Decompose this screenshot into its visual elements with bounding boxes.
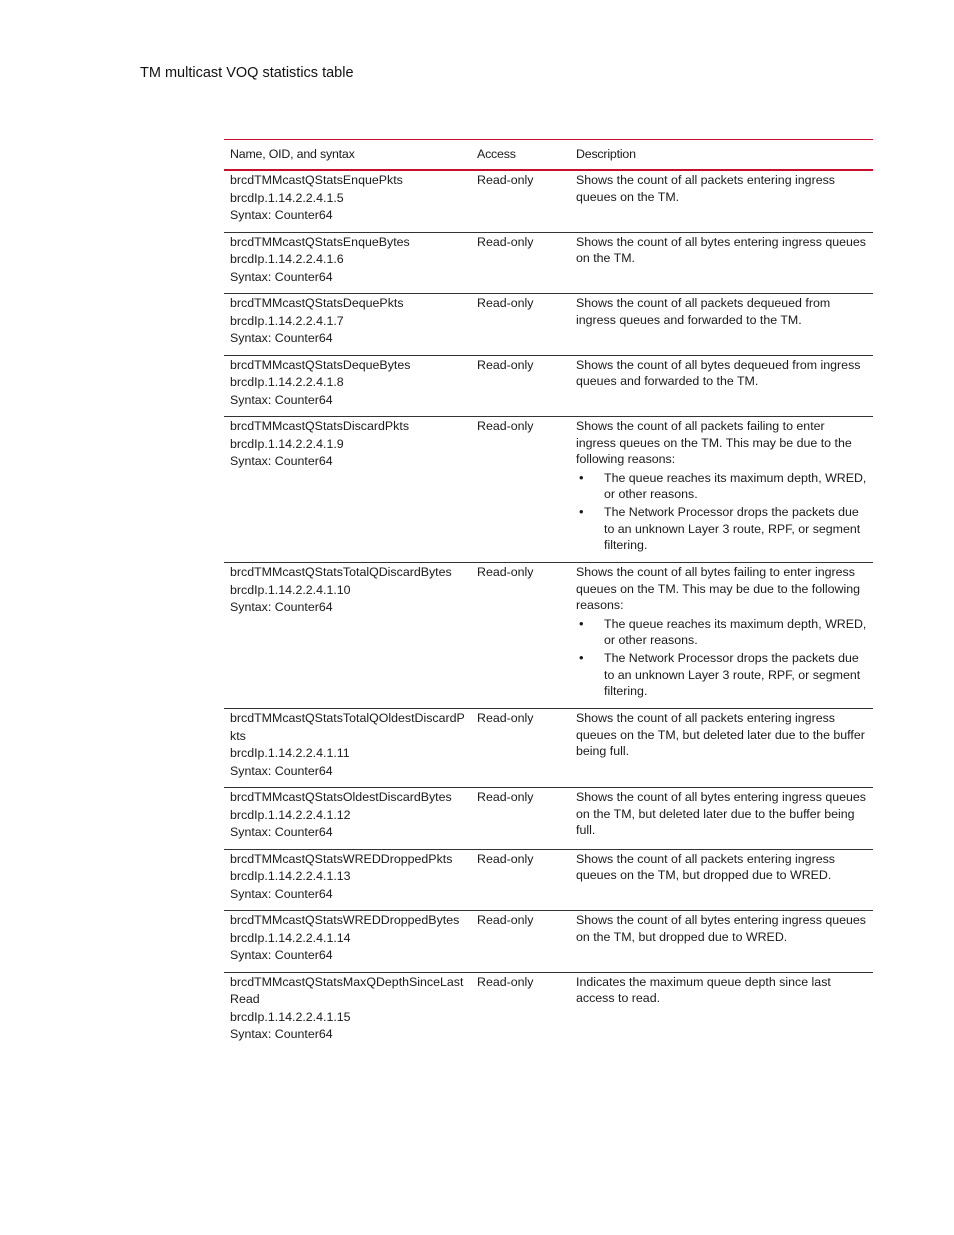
reason-list-item [576, 650, 867, 700]
object-oid: brcdIp.1.14.2.2.4.1.15 [230, 1009, 351, 1024]
bullet-icon: • [579, 615, 584, 631]
description-text: Shows the count of all packets entering ingress queues on the TM, but deleted later due to the buffer being full. [576, 711, 865, 758]
access-cell: Read-only [471, 563, 570, 709]
access-cell: Read-only [471, 355, 570, 417]
table-header-row [224, 140, 873, 171]
access-cell: Read-only [471, 911, 570, 973]
description-cell [570, 709, 873, 788]
object-syntax: Syntax: Counter64 [230, 454, 333, 468]
reason-text: The queue reaches its maximum depth, WRED, or other reasons. [604, 616, 867, 647]
reason-list-item [576, 504, 867, 554]
mib-objects-table [224, 139, 873, 1051]
table-row [224, 911, 873, 973]
object-syntax: Syntax: Counter64 [230, 208, 333, 222]
object-name-cell [224, 294, 471, 356]
object-oid: brcdIp.1.14.2.2.4.1.10 [230, 582, 351, 597]
description-cell [570, 355, 873, 417]
description-text: Shows the count of all bytes entering ingress queues on the TM. [576, 234, 866, 265]
table-row [224, 849, 873, 911]
reason-list-item [576, 616, 867, 649]
object-syntax: Syntax: Counter64 [230, 331, 333, 345]
page-header: TM multicast VOQ statistics table [140, 65, 354, 81]
description-cell [570, 170, 873, 232]
description-cell [570, 849, 873, 911]
description-cell [570, 911, 873, 973]
table-body [224, 170, 873, 1051]
object-name-cell [224, 563, 471, 709]
object-oid: brcdIp.1.14.2.2.4.1.13 [230, 869, 351, 883]
description-text: Shows the count of all packets entering ingress queues on the TM. [576, 173, 835, 204]
object-name-cell [224, 788, 471, 850]
description-cell [570, 294, 873, 356]
description-cell [570, 563, 873, 709]
object-oid: brcdIp.1.14.2.2.4.1.6 [230, 252, 344, 266]
description-text: Shows the count of all packets failing to enter ingress queues on the TM. This may be due to the following reasons: [576, 419, 852, 466]
object-name-cell [224, 170, 471, 232]
object-oid: brcdIp.1.14.2.2.4.1.12 [230, 807, 351, 822]
object-oid: brcdIp.1.14.2.2.4.1.7 [230, 313, 344, 328]
description-cell [570, 417, 873, 563]
object-syntax: Syntax: Counter64 [230, 763, 333, 778]
table-row [224, 788, 873, 850]
table-row [224, 170, 873, 232]
object-name-cell [224, 849, 471, 911]
object-name-cell [224, 355, 471, 417]
access-cell: Read-only [471, 788, 570, 850]
description-cell [570, 788, 873, 850]
description-cell [570, 232, 873, 294]
object-oid: brcdIp.1.14.2.2.4.1.8 [230, 375, 344, 389]
reason-list [576, 616, 867, 700]
table-row [224, 972, 873, 1051]
object-name-cell [224, 911, 471, 973]
object-name: brcdTMMcastQStatsDiscardPkts [230, 419, 410, 433]
access-cell: Read-only [471, 232, 570, 294]
description-text: Shows the count of all packets dequeued from ingress queues and forwarded to the TM. [576, 296, 831, 327]
object-syntax: Syntax: Counter64 [230, 948, 333, 962]
table-row [224, 355, 873, 417]
table-row [224, 417, 873, 563]
object-syntax: Syntax: Counter64 [230, 1027, 333, 1041]
reason-list-item [576, 470, 867, 503]
object-name-cell [224, 972, 471, 1051]
object-syntax: Syntax: Counter64 [230, 825, 333, 839]
object-name-cell [224, 709, 471, 788]
description-text: Indicates the maximum queue depth since last access to read. [576, 974, 831, 1005]
object-syntax: Syntax: Counter64 [230, 269, 333, 284]
description-text: Shows the count of all bytes failing to enter ingress queues on the TM. This may be due to the following reasons: [576, 565, 861, 612]
object-syntax: Syntax: Counter64 [230, 600, 333, 614]
object-name: brcdTMMcastQStatsDequeBytes [230, 357, 411, 372]
object-syntax: Syntax: Counter64 [230, 392, 333, 407]
reason-text: The queue reaches its maximum depth, WRED, or other reasons. [604, 470, 867, 501]
column-header-description: Description [570, 140, 873, 171]
access-cell: Read-only [471, 417, 570, 563]
reason-text: The Network Processor drops the packets due to an unknown Layer 3 route, RPF, or segment filtering. [604, 651, 861, 698]
description-text: Shows the count of all bytes entering ingress queues on the TM, but deleted later due to the buffer being full. [576, 790, 866, 837]
access-cell: Read-only [471, 849, 570, 911]
object-name-cell [224, 417, 471, 563]
object-name: brcdTMMcastQStatsEnqueBytes [230, 234, 410, 249]
table-row [224, 563, 873, 709]
object-name: brcdTMMcastQStatsEnquePkts [230, 173, 403, 187]
object-name: brcdTMMcastQStatsTotalQOldestDiscardPkts [230, 711, 465, 743]
bullet-icon: • [579, 650, 584, 665]
access-cell: Read-only [471, 294, 570, 356]
access-cell: Read-only [471, 170, 570, 232]
object-name: brcdTMMcastQStatsTotalQDiscardBytes [230, 565, 452, 579]
description-text: Shows the count of all packets entering ingress queues on the TM, but dropped due to WRED. [576, 851, 835, 882]
reason-text: The Network Processor drops the packets due to an unknown Layer 3 route, RPF, or segment filtering. [604, 505, 861, 552]
bullet-icon: • [579, 504, 584, 519]
bullet-icon: • [579, 469, 584, 485]
object-oid: brcdIp.1.14.2.2.4.1.9 [230, 436, 344, 451]
object-name-cell [224, 232, 471, 294]
object-oid: brcdIp.1.14.2.2.4.1.14 [230, 930, 351, 945]
access-cell: Read-only [477, 974, 534, 989]
object-oid: brcdIp.1.14.2.2.4.1.11 [230, 746, 350, 760]
object-name: brcdTMMcastQStatsWREDDroppedPkts [230, 851, 453, 866]
object-syntax: Syntax: Counter64 [230, 886, 333, 901]
column-header-access: Access [471, 140, 570, 171]
column-header-name: Name, OID, and syntax [224, 140, 471, 171]
object-name: brcdTMMcastQStatsWREDDroppedBytes [230, 913, 460, 927]
object-oid: brcdIp.1.14.2.2.4.1.5 [230, 190, 344, 205]
table-row [224, 232, 873, 294]
object-name: brcdTMMcastQStatsOldestDiscardBytes [230, 790, 452, 804]
description-text: Shows the count of all bytes entering ingress queues on the TM, but dropped due to WRED. [576, 913, 866, 944]
object-name: brcdTMMcastQStatsMaxQDepthSinceLastRead [230, 974, 464, 1006]
reason-list [576, 470, 867, 554]
access-cell: Read-only [471, 709, 570, 788]
object-name: brcdTMMcastQStatsDequePkts [230, 296, 404, 310]
description-cell [570, 972, 873, 1051]
table-row [224, 709, 873, 788]
description-text: Shows the count of all bytes dequeued from ingress queues and forwarded to the TM. [576, 357, 861, 388]
table-row [224, 294, 873, 356]
